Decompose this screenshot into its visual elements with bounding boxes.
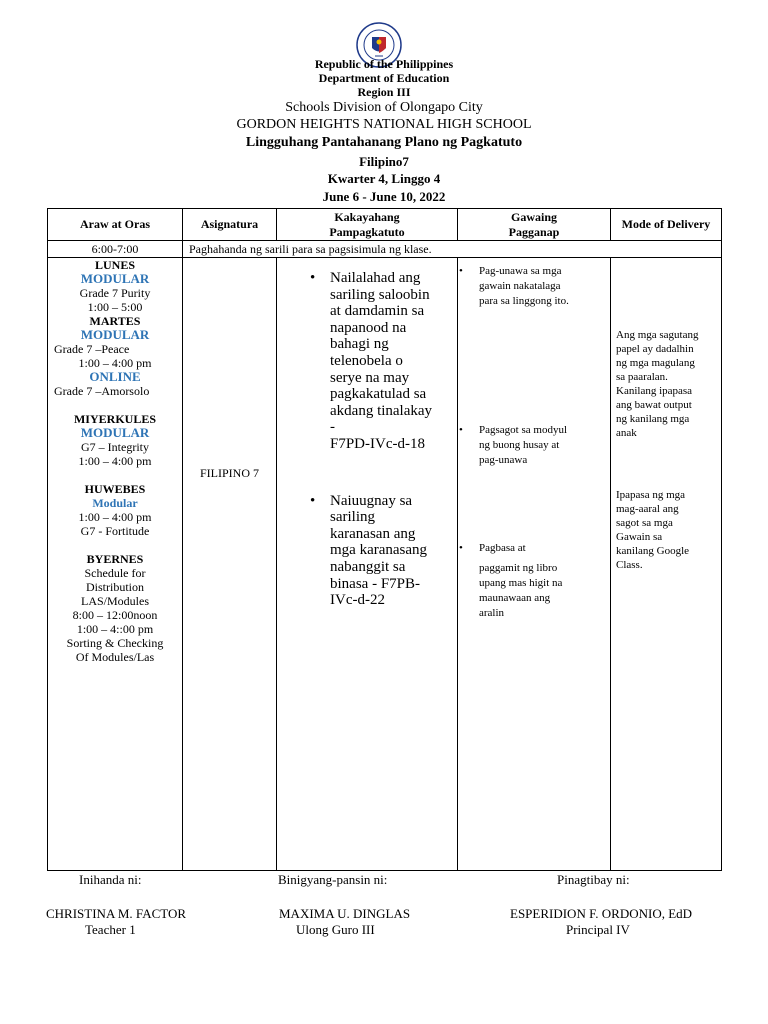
martes-grade: Grade 7 –Peace — [54, 342, 130, 356]
school-name: GORDON HEIGHTS NATIONAL HIGH SCHOOL — [236, 117, 532, 132]
header-gawain-line2: Pagganap — [508, 224, 560, 239]
quarter-line: Kwarter 4, Linggo 4 — [327, 171, 441, 186]
kakayahan-item: • Naiuugnay sa sariling karanasan ang mga karanasang nabanggit sa binasa - F7PB- IVc-d-22 — [330, 493, 457, 609]
byernes-line6: Sorting & Checking — [66, 636, 164, 650]
gawain-item-pagsagot: • Pagsagot sa modyul ng buong husay at pag-unawa — [479, 423, 567, 468]
miyerkules-mode: MODULAR — [80, 425, 150, 440]
martes-online-grade: Grade 7 –Amorsolo — [54, 384, 150, 398]
lunes-grade: Grade 7 Purity — [79, 286, 151, 300]
mode-cell — [611, 258, 722, 871]
document-title: Lingguhang Pantahanang Plano ng Pagkatuto — [245, 135, 523, 150]
martes-online: ONLINE — [89, 369, 141, 384]
byernes-line4: 8:00 – 12:00noon — [72, 608, 158, 622]
lunes-mode: MODULAR — [80, 271, 150, 286]
martes-time: 1:00 – 4:00 pm — [78, 356, 152, 370]
header-kakayahan — [277, 209, 458, 241]
day-huwebes: HUWEBES — [84, 482, 146, 496]
noter-name: MAXIMA U. DINGLAS — [279, 906, 411, 921]
day-lunes: LUNES — [94, 258, 135, 272]
prep-time: 6:00-7:00 — [48, 241, 183, 258]
preparer-role: Teacher 1 — [85, 922, 136, 937]
header-araw: Araw at Oras — [48, 209, 183, 241]
approver-role: Principal IV — [566, 922, 630, 937]
prep-row — [48, 241, 722, 258]
schedule-cell — [48, 258, 183, 871]
huwebes-grade: G7 - Fortitude — [80, 524, 150, 538]
header-asignatura: Asignatura — [183, 209, 277, 241]
asignatura-value: FILIPINO 7 — [200, 466, 259, 480]
content-row — [48, 258, 722, 871]
approver-name: ESPERIDION F. ORDONIO, EdD — [510, 906, 693, 921]
byernes-line1: Schedule for — [84, 566, 146, 580]
day-martes: MARTES — [89, 314, 141, 328]
header-kakayahan-line2: Pampagkatuto — [329, 224, 405, 239]
byernes-line7: Of Modules/Las — [75, 650, 155, 664]
huwebes-time: 1:00 – 4:00 pm — [78, 510, 152, 524]
department-line: Department of Education — [318, 71, 450, 85]
byernes-line2: Distribution — [85, 580, 144, 594]
miyerkules-grade: G7 – Integrity — [81, 440, 149, 454]
kakayahan-cell — [277, 258, 458, 871]
prep-text: Paghahanda ng sarili para sa pagsisimula ng klase. — [183, 241, 722, 258]
day-byernes: BYERNES — [86, 552, 144, 566]
martes-mode: MODULAR — [80, 327, 150, 342]
mode-printed-modules: Ang mga sagutang papel ay dadalhin ng mga magulang sa paaralan. Kanilang ipapasa ang bawat output ng kanilang mga anak — [616, 329, 699, 439]
subject-line: Filipino7 — [359, 154, 409, 169]
header-gawain-line1: Gawaing — [510, 210, 557, 225]
header-kakayahan-line1: Kakayahang — [334, 210, 400, 225]
kakayahan-item: • Nailalahad ang sariling saloobin at damdamin sa napanood na bahagi ng telenobela o serye na may pagkakatulad sa akdang tinalakay - F7PD-IVc-d-18 — [330, 270, 457, 453]
region-line: Region III — [357, 85, 411, 99]
gawain-item-pag-unawa: • Pag-unawa sa mga gawain nakatalaga para sa linggong ito. — [479, 264, 569, 309]
weekly-plan-table — [47, 208, 722, 871]
asignatura-cell — [183, 258, 277, 871]
lunes-time: 1:00 – 5:00 — [87, 300, 143, 314]
mode-online: Ipapasa ng mga mag-aaral ang sagot sa mga Gawain sa kanilang Google Class. — [616, 489, 690, 571]
division-line: Schools Division of Olongapo City — [285, 100, 483, 115]
prepared-by-label: Inihanda ni: — [79, 872, 142, 887]
day-miyerkules: MIYERKULES — [73, 412, 156, 426]
approved-by-label: Pinagtibay ni: — [557, 872, 630, 887]
gawain-item-pagbasa: • Pagbasa at paggamit ng libro upang mas higit na maunawaan ang aralin — [479, 541, 562, 621]
header-gawain — [458, 209, 611, 241]
noted-by-label: Binigyang-pansin ni: — [278, 872, 388, 887]
header-mode: Mode of Delivery — [611, 209, 722, 241]
gawain-cell — [458, 258, 611, 871]
huwebes-mode: Modular — [92, 496, 138, 510]
republic-line: Republic of the Philippines — [314, 57, 454, 71]
date-range: June 6 - June 10, 2022 — [322, 189, 446, 204]
byernes-line5: 1:00 – 4::00 pm — [76, 622, 154, 636]
noter-role: Ulong Guro III — [296, 922, 375, 937]
table-header-row — [48, 209, 722, 241]
preparer-name: CHRISTINA M. FACTOR — [46, 906, 187, 921]
miyerkules-time: 1:00 – 4:00 pm — [78, 454, 152, 468]
byernes-line3: LAS/Modules — [80, 594, 149, 608]
